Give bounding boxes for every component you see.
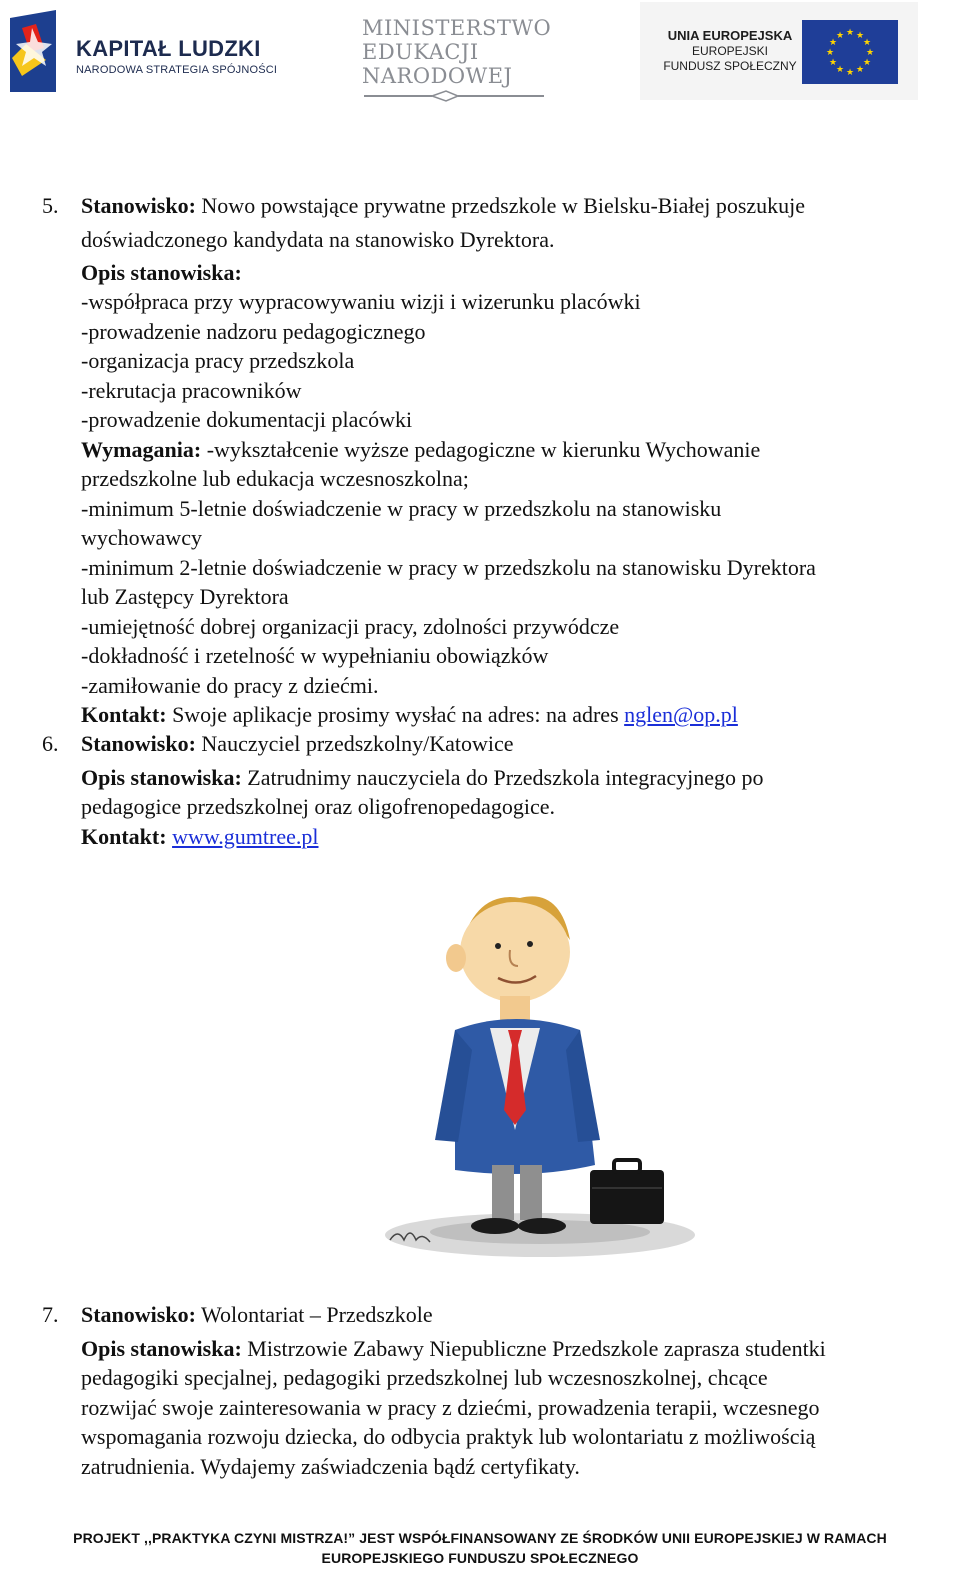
- item-5-duty: -prowadzenie nadzoru pedagogicznego: [81, 319, 426, 344]
- item-6-opis-label: Opis stanowiska:: [81, 765, 242, 790]
- item-5-req-line: lub Zastępcy Dyrektora: [81, 584, 289, 609]
- item-5-req-line: -umiejętność dobrej organizacji pracy, zdolności przywódcze: [81, 614, 620, 639]
- men-line-3: NARODOWEJ: [362, 64, 513, 88]
- eu-flag-icon: [802, 20, 898, 84]
- item-5-number: 5.: [42, 193, 59, 218]
- item-7-opis-line: rozwijać swoje zainteresowania w pracy z dziećmi, prowadzenia terapii, wczesnego: [81, 1395, 820, 1420]
- item-5-req-first: -wykształcenie wyższe pedagogiczne w kierunku Wychowanie: [201, 437, 761, 462]
- item-5-duty: -prowadzenie dokumentacji placówki: [81, 407, 413, 432]
- item-7-title-text: Wolontariat – Przedszkole: [195, 1302, 433, 1327]
- item-7-number: 7.: [42, 1302, 59, 1327]
- item-5-title-text: Nowo powstające prywatne przedszkole w Bielsku-Białej poszukuje: [195, 193, 806, 218]
- item-5-req-line: przedszkolne lub edukacja wczesnoszkolna;: [81, 466, 469, 491]
- ue-line-2: EUROPEJSKI: [691, 44, 769, 58]
- item-7-label: Stanowisko:: [81, 1302, 196, 1327]
- men-line-2: EDUKACJI: [362, 40, 479, 64]
- svg-text:★: ★: [865, 48, 875, 58]
- svg-text:★: ★: [828, 38, 838, 48]
- item-5-duty: -rekrutacja pracowników: [81, 378, 302, 403]
- item-5-req-line: -dokładność i rzetelność w wypełnianiu obowiązków: [81, 643, 549, 668]
- item-5-contact: [81, 702, 738, 728]
- item-6-label: Stanowisko:: [81, 731, 196, 756]
- item-5-duty: -współpraca przy wypracowywaniu wizji i wizerunku placówki: [81, 289, 641, 314]
- ministerstwo-edukacji-logo: [362, 16, 552, 106]
- svg-text:★: ★: [835, 65, 845, 75]
- kapital-ludzki-logo: [8, 8, 278, 94]
- item-6-contact: [81, 824, 319, 850]
- item-6-opis-cont: pedagogice przedszkolnej oraz oligofrenopedagogice.: [81, 794, 556, 819]
- svg-text:★: ★: [835, 31, 845, 41]
- item-5-title-cont: doświadczonego kandydata na stanowisko Dyrektora.: [81, 227, 555, 252]
- item-6-title-text: Nauczyciel przedszkolny/Katowice: [195, 731, 514, 756]
- item-7-opis: [81, 1336, 826, 1362]
- kapital-ludzki-subtitle: NARODOWA STRATEGIA SPÓJNOŚCI: [76, 64, 278, 76]
- svg-text:★: ★: [862, 38, 872, 48]
- item-7-opis-text: Mistrzowie Zabawy Niepubliczne Przedszkole zaprasza studentki: [241, 1336, 826, 1361]
- item-6-title: [81, 731, 514, 757]
- ue-line-1: UNIA EUROPEJSKA: [667, 28, 793, 43]
- men-line-1: MINISTERSTWO: [362, 16, 552, 40]
- item-7-opis-line: wspomagania rozwoju dziecka, do odbycia praktyk lub wolontariatu z możliwością: [81, 1424, 816, 1449]
- item-5-title: [81, 193, 805, 219]
- item-6-website-link[interactable]: www.gumtree.pl: [172, 824, 319, 849]
- item-5-req-label: Wymagania:: [81, 437, 202, 462]
- item-7-title: [81, 1302, 433, 1328]
- footer-line-1: PROJEKT ,,PRAKTYKA CZYNI MISTRZA!” JEST WSPÓŁFINANSOWANY ZE ŚRODKÓW UNII EUROPEJSKIEJ W RAMACH: [73, 1530, 887, 1546]
- svg-text:★: ★: [855, 31, 865, 41]
- item-5-req-line: -minimum 5-letnie doświadczenie w pracy w przedszkolu na stanowisku: [81, 496, 722, 521]
- item-5-req-line: -minimum 2-letnie doświadczenie w pracy w przedszkolu na stanowisku Dyrektora: [81, 555, 816, 580]
- svg-text:★: ★: [825, 48, 835, 58]
- footer-line-2: EUROPEJSKIEGO FUNDUSZU SPOŁECZNEGO: [321, 1550, 639, 1566]
- item-5-contact-text: Swoje aplikacje prosimy wysłać na adres: na adres: [166, 702, 625, 727]
- item-5-req-line: wychowawcy: [81, 525, 202, 550]
- svg-text:★: ★: [845, 68, 855, 78]
- teacher-illustration: [380, 880, 700, 1265]
- svg-text:★: ★: [862, 58, 872, 68]
- kapital-ludzki-emblem-icon: [8, 8, 70, 94]
- item-6-opis-text: Zatrudnimy nauczyciela do Przedszkola integracyjnego po: [241, 765, 764, 790]
- item-5-opis-label: Opis stanowiska:: [81, 260, 242, 285]
- item-7-opis-label: Opis stanowiska:: [81, 1336, 242, 1361]
- item-5-contact-label: Kontakt:: [81, 702, 167, 727]
- item-6-contact-label: Kontakt:: [81, 824, 167, 849]
- item-5-duty: -organizacja pracy przedszkola: [81, 348, 355, 373]
- kapital-ludzki-title: KAPITAŁ LUDZKI: [76, 36, 261, 61]
- item-5-requirements: [81, 437, 760, 463]
- item-7-opis-line: zatrudnienia. Wydajemy zaświadczenia bądź certyfikaty.: [81, 1454, 580, 1479]
- item-5-req-line: -zamiłowanie do pracy z dziećmi.: [81, 673, 379, 698]
- svg-text:★: ★: [828, 58, 838, 68]
- item-7-opis-line: pedagogiki specjalnej, pedagogiki przedszkolnej lub wczesnoszkolnej, chcące: [81, 1365, 768, 1390]
- item-5-email-link[interactable]: nglen@op.pl: [624, 702, 738, 727]
- men-pen-icon: [362, 90, 547, 102]
- item-6-number: 6.: [42, 731, 59, 756]
- svg-text:★: ★: [845, 28, 855, 38]
- item-5-label: Stanowisko:: [81, 193, 196, 218]
- svg-text:★: ★: [855, 65, 865, 75]
- unia-europejska-logo: [640, 2, 918, 100]
- item-6-opis: [81, 765, 763, 791]
- ue-line-3: FUNDUSZ SPOŁECZNY: [663, 59, 797, 73]
